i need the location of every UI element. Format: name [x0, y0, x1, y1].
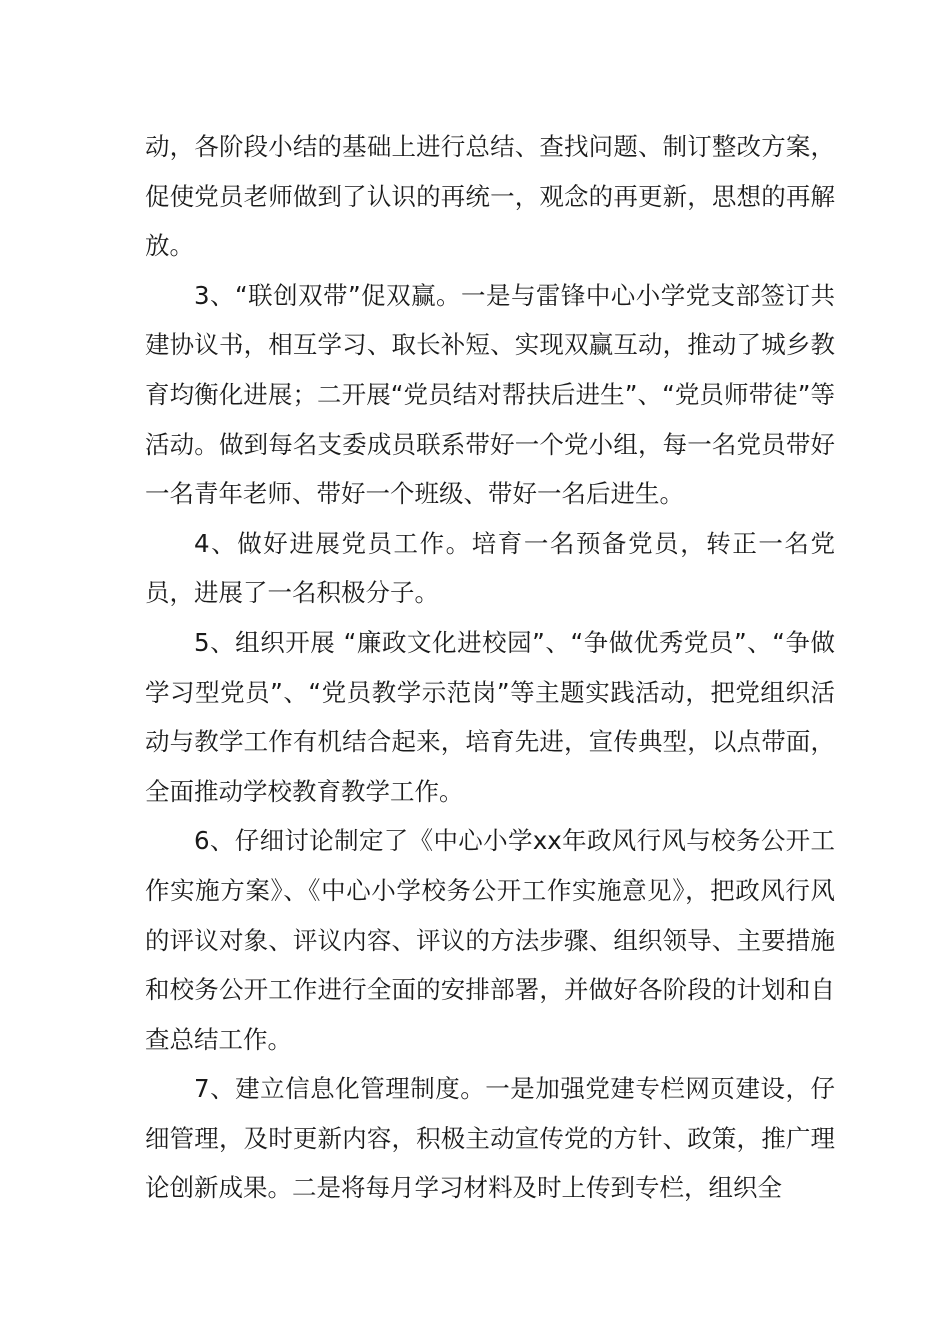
paragraph-item-4: 4、做好进展党员工作。培育一名预备党员，转正一名党员，进展了一名积极分子。	[145, 528, 835, 608]
paragraph-item-6: 6、仔细讨论制定了《中心小学xx年政风行风与校务公开工作实施方案》、《中心小学校务公开工作实施意见》，把政风行风的评议对象、评议内容、评议的方法步骤、组织领导、主要措施和校务公开工作进行全面的安排部署，并做好各阶段的计划和自查总结工作。	[145, 826, 835, 1054]
document-body	[145, 122, 835, 1213]
paragraph-continuation: 动，各阶段小结的基础上进行总结、查找问题、制订整改方案，促使党员老师做到了认识的再统一，观念的再更新，思想的再解放。	[145, 132, 835, 261]
paragraph-item-3: 3、“联创双带”促双赢。一是与雷锋中心小学党支部签订共建协议书，相互学习、取长补短、实现双赢互动，推动了城乡教育均衡化进展；二开展“党员结对帮扶后进生”、“党员师带徒”等活动。做到每名支委成员联系带好一个党小组，每一名党员带好一名青年老师、带好一个班级、带好一名后进生。	[145, 280, 835, 509]
paragraph-item-5: 5、组织开展 “廉政文化进校园”、“争做优秀党员”、“争做学习型党员”、“党员教学示范岗”等主题实践活动，把党组织活动与教学工作有机结合起来，培育先进，宣传典型，以点带面，全面推动学校教育教学工作。	[145, 627, 835, 806]
paragraph-item-7: 7、建立信息化管理制度。一是加强党建专栏网页建设，仔细管理，及时更新内容，积极主动宣传党的方针、政策，推广理论创新成果。二是将每月学习材料及时上传到专栏，组织全	[145, 1074, 835, 1203]
